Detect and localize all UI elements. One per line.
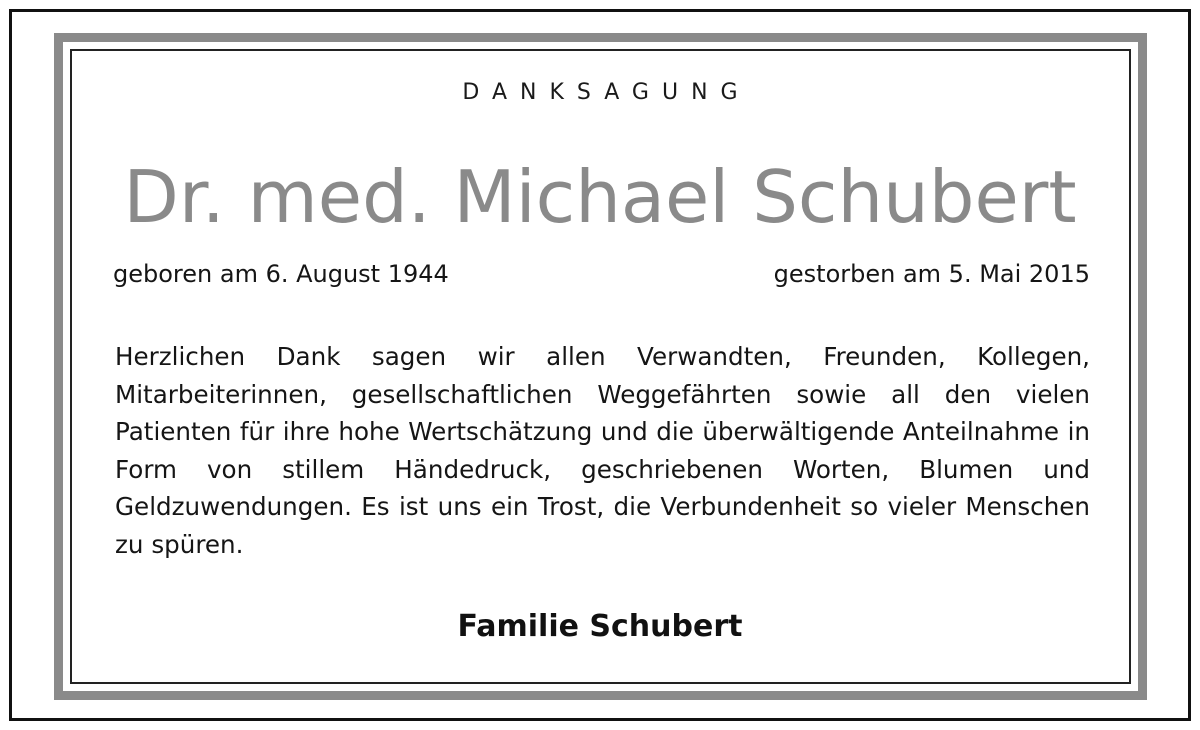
life-dates	[113, 260, 1090, 288]
family-signature: Familie Schubert	[457, 609, 743, 644]
thank-you-message: Herzlichen Dank sagen wir allen Verwandten, Freunden, Kollegen, Mitarbeiterinnen, gesellschaftlichen Weggefährten sowie all den vielen Patienten für ihre hohe Wertschätzung und die überwältigende Anteilnahme in Form von stillem Händedruck, geschriebenen Worten, Blumen und Geldzuwendungen. Es ist uns ein Trost, die Verbundenheit so vieler Menschen zu spüren.	[115, 342, 1090, 559]
notice-heading: DANKSAGUNG	[462, 80, 751, 105]
birth-date: geboren am 6. August 1944	[113, 260, 449, 288]
deceased-name: Dr. med. Michael Schubert	[123, 155, 1077, 239]
death-date: gestorben am 5. Mai 2015	[773, 260, 1090, 288]
